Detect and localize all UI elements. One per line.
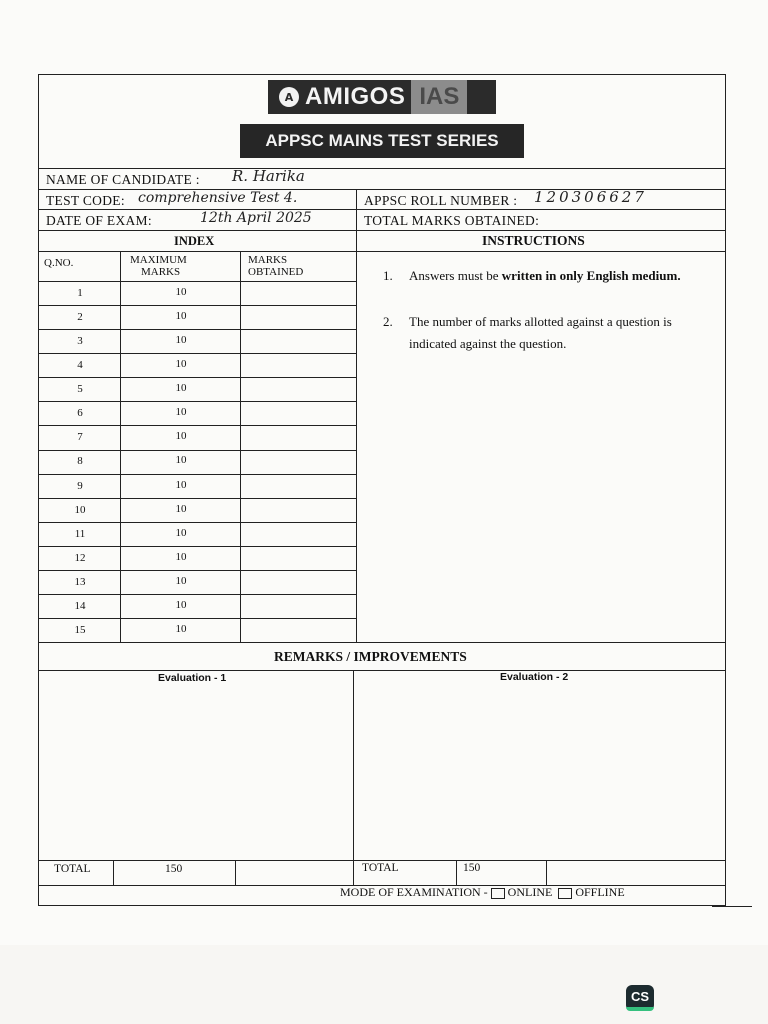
question-number: 1 (77, 287, 83, 299)
marks-obtained-cell[interactable] (242, 307, 354, 327)
series-title: APPSC MAINS TEST SERIES (240, 124, 524, 158)
total-label-right: TOTAL (362, 862, 399, 874)
question-number: 6 (77, 407, 83, 420)
table-row-line (38, 474, 356, 475)
question-number: 10 (74, 503, 86, 516)
table-row-line (38, 305, 356, 306)
maximum-marks: 10 (175, 502, 187, 515)
maximum-marks: 10 (175, 334, 187, 347)
marks-obtained-cell[interactable] (242, 500, 354, 520)
total-value-left: 150 (165, 863, 183, 875)
question-number: 4 (77, 359, 83, 372)
evaluation-divider (353, 670, 354, 886)
maximum-marks: 10 (175, 526, 187, 539)
obtained-header-1: MARKS (248, 254, 288, 266)
edge-line (712, 906, 752, 907)
question-number: 12 (74, 551, 86, 564)
table-row-line (38, 425, 356, 426)
amigos-ias-logo (268, 80, 496, 114)
max-marks-header-1: MAXIMUM (130, 254, 187, 266)
divider (38, 642, 726, 643)
column-divider (356, 189, 357, 642)
marks-obtained-cell[interactable] (242, 355, 354, 375)
question-number: 14 (74, 599, 86, 612)
question-number: 15 (74, 623, 86, 636)
online-checkbox[interactable] (491, 888, 505, 899)
marks-obtained-cell[interactable] (242, 548, 354, 568)
instruction-item-1: 1. Answers must be written in only English medium. (383, 268, 681, 283)
table-row-line (38, 353, 356, 354)
maximum-marks: 10 (175, 598, 187, 611)
qno-header: Q.NO. (44, 257, 74, 269)
test-code-label: TEST CODE: (46, 193, 125, 208)
marks-obtained-cell[interactable] (242, 620, 354, 640)
question-number: 13 (74, 575, 86, 588)
question-number: 11 (74, 527, 86, 540)
maximum-marks: 10 (175, 382, 187, 395)
table-row-line (38, 401, 356, 402)
marks-obtained-cell[interactable] (242, 524, 354, 544)
table-row-line (38, 522, 356, 523)
marks-obtained-cell[interactable] (242, 572, 354, 592)
table-column-line (240, 251, 241, 642)
table-row-line (38, 377, 356, 378)
instruction-item-2: 2. The number of marks allotted against a question is indicated against the question. (383, 314, 672, 351)
marks-obtained-cell[interactable] (242, 379, 354, 399)
question-number: 3 (77, 335, 83, 348)
question-number: 5 (77, 383, 83, 396)
total-cell-line (546, 860, 547, 885)
total-cell-line (456, 860, 457, 885)
table-header-line (38, 281, 356, 282)
table-row-line (38, 450, 356, 451)
total-value-right: 150 (463, 862, 481, 874)
divider (38, 209, 726, 210)
remarks-title: REMARKS / IMPROVEMENTS (274, 649, 467, 664)
roll-number-label: APPSC ROLL NUMBER : (364, 193, 518, 208)
name-label: NAME OF CANDIDATE : (46, 172, 200, 187)
amigos-logo-icon: A (279, 87, 299, 107)
maximum-marks: 10 (175, 358, 187, 371)
evaluation-1-label: Evaluation - 1 (158, 672, 227, 684)
roll-number-value[interactable]: 120306627 (534, 188, 647, 206)
table-row-line (38, 594, 356, 595)
test-code-value[interactable]: comprehensive Test 4. (138, 190, 298, 206)
divider (38, 230, 726, 231)
maximum-marks: 10 (175, 430, 187, 443)
camscanner-badge-icon: CS (626, 985, 654, 1011)
marks-obtained-cell[interactable] (242, 427, 354, 447)
mode-of-examination: MODE OF EXAMINATION - ONLINE OFFLINE (340, 885, 625, 899)
maximum-marks: 10 (175, 454, 187, 467)
maximum-marks: 10 (175, 622, 187, 635)
marks-obtained-cell[interactable] (242, 596, 354, 616)
evaluation-2-label: Evaluation - 2 (500, 671, 569, 683)
maximum-marks: 10 (175, 406, 187, 419)
maximum-marks: 10 (175, 478, 187, 491)
question-number: 9 (77, 479, 83, 492)
table-row-line (38, 498, 356, 499)
marks-obtained-cell[interactable] (242, 452, 354, 472)
date-label: DATE OF EXAM: (46, 213, 152, 228)
maximum-marks: 10 (175, 574, 187, 587)
question-number: 8 (77, 455, 83, 468)
maximum-marks: 10 (175, 550, 187, 563)
marks-obtained-cell[interactable] (242, 331, 354, 351)
instructions-title: INSTRUCTIONS (482, 233, 585, 248)
index-title: INDEX (174, 234, 215, 248)
table-column-line (120, 251, 121, 642)
exam-date[interactable]: 12th April 2025 (200, 210, 312, 226)
total-marks-label: TOTAL MARKS OBTAINED: (364, 213, 540, 228)
table-row-line (38, 329, 356, 330)
total-label-left: TOTAL (54, 863, 91, 875)
divider (38, 251, 726, 252)
question-number: 7 (77, 431, 83, 444)
candidate-name[interactable]: R. Harika (232, 167, 305, 185)
maximum-marks: 10 (175, 286, 187, 298)
offline-checkbox[interactable] (558, 888, 572, 899)
divider (38, 670, 726, 671)
table-row-line (38, 546, 356, 547)
obtained-header-2: OBTAINED (248, 266, 304, 278)
brand-name: AMIGOS (305, 83, 406, 110)
marks-obtained-cell[interactable] (242, 476, 354, 496)
maximum-marks: 10 (175, 310, 187, 323)
max-marks-header-2: MARKS (141, 266, 181, 278)
total-cell-line (113, 860, 114, 885)
divider (38, 168, 726, 169)
marks-obtained-cell[interactable] (242, 403, 354, 423)
table-row-line (38, 618, 356, 619)
brand-suffix: IAS (411, 80, 467, 114)
question-number: 2 (77, 311, 83, 324)
marks-obtained-cell[interactable] (242, 283, 354, 303)
divider (38, 860, 726, 861)
table-row-line (38, 570, 356, 571)
total-cell-line (235, 860, 236, 885)
